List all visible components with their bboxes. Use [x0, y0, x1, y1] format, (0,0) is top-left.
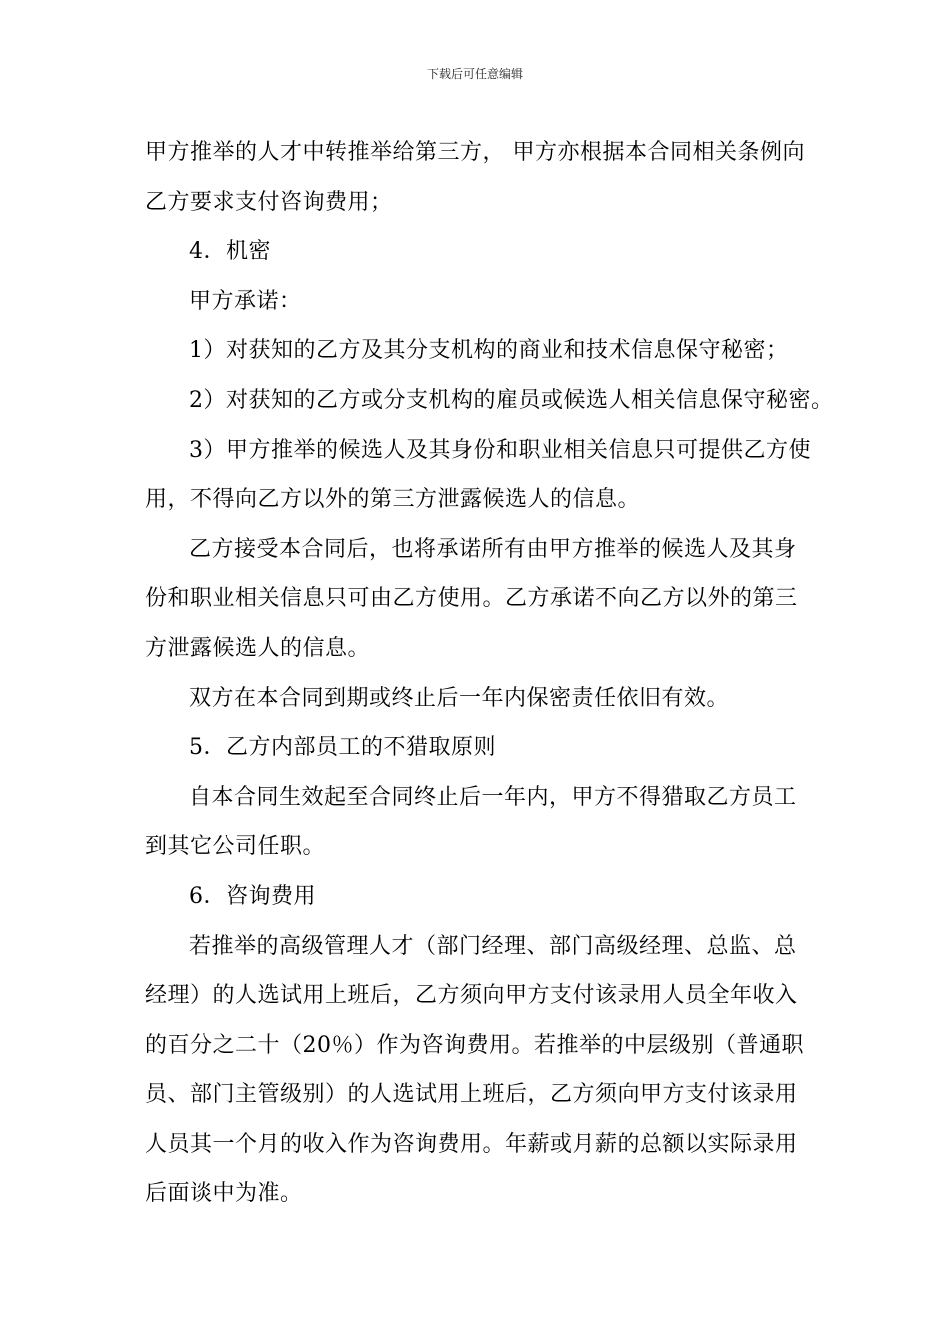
- text-line: 乙方要求支付咨询费用；: [145, 189, 393, 215]
- text-line: 双方在本合同到期或终止后一年内保密责任依旧有效。: [189, 685, 730, 711]
- section-heading: 6．咨询费用: [189, 883, 316, 909]
- text-line: 经理）的人选试用上班后，乙方须向甲方支付该录用人员全年收入: [145, 983, 798, 1009]
- text-line: 若推举的高级管理人才（部门经理、部门高级经理、总监、总: [189, 933, 797, 959]
- text-line: 到其它公司任职。: [145, 834, 326, 860]
- text-line: 乙方接受本合同后，也将承诺所有由甲方推举的候选人及其身: [189, 536, 797, 562]
- text-line: 份和职业相关信息只可由乙方使用。乙方承诺不向乙方以外的第三: [145, 586, 798, 612]
- list-item: 2）对获知的乙方或分支机构的雇员或候选人相关信息保守秘密。: [189, 387, 834, 413]
- text-line: 自本合同生效起至合同终止后一年内，甲方不得猎取乙方员工: [189, 784, 797, 810]
- text-line: 人员其一个月的收入作为咨询费用。年薪或月薪的总额以实际录用: [145, 1131, 798, 1157]
- text-line: 用，不得向乙方以外的第三方泄露候选人的信息。: [145, 487, 641, 513]
- text-line: 方泄露候选人的信息。: [145, 635, 371, 661]
- page-header-note: 下载后可任意编辑: [426, 67, 523, 81]
- text-line: 后面谈中为准。: [145, 1181, 303, 1207]
- section-heading: 4．机密: [189, 239, 271, 265]
- section-heading: 5．乙方内部员工的不猎取原则: [189, 735, 496, 761]
- text-line: 甲方推举的人才中转推举给第三方， 甲方亦根据本合同相关条例向: [145, 140, 805, 165]
- text-line: 的百分之二十（20％）作为咨询费用。若推举的中层级别（普通职: [145, 1032, 804, 1058]
- text-line: 员、部门主管级别）的人选试用上班后，乙方须向甲方支付该录用: [145, 1082, 798, 1108]
- document-body: [145, 131, 834, 1222]
- list-item: 1）对获知的乙方及其分支机构的商业和技术信息保守秘密；: [189, 338, 789, 364]
- text-line: 甲方承诺：: [189, 288, 302, 314]
- list-item: 3）甲方推举的候选人及其身份和职业相关信息只可提供乙方使: [189, 437, 811, 463]
